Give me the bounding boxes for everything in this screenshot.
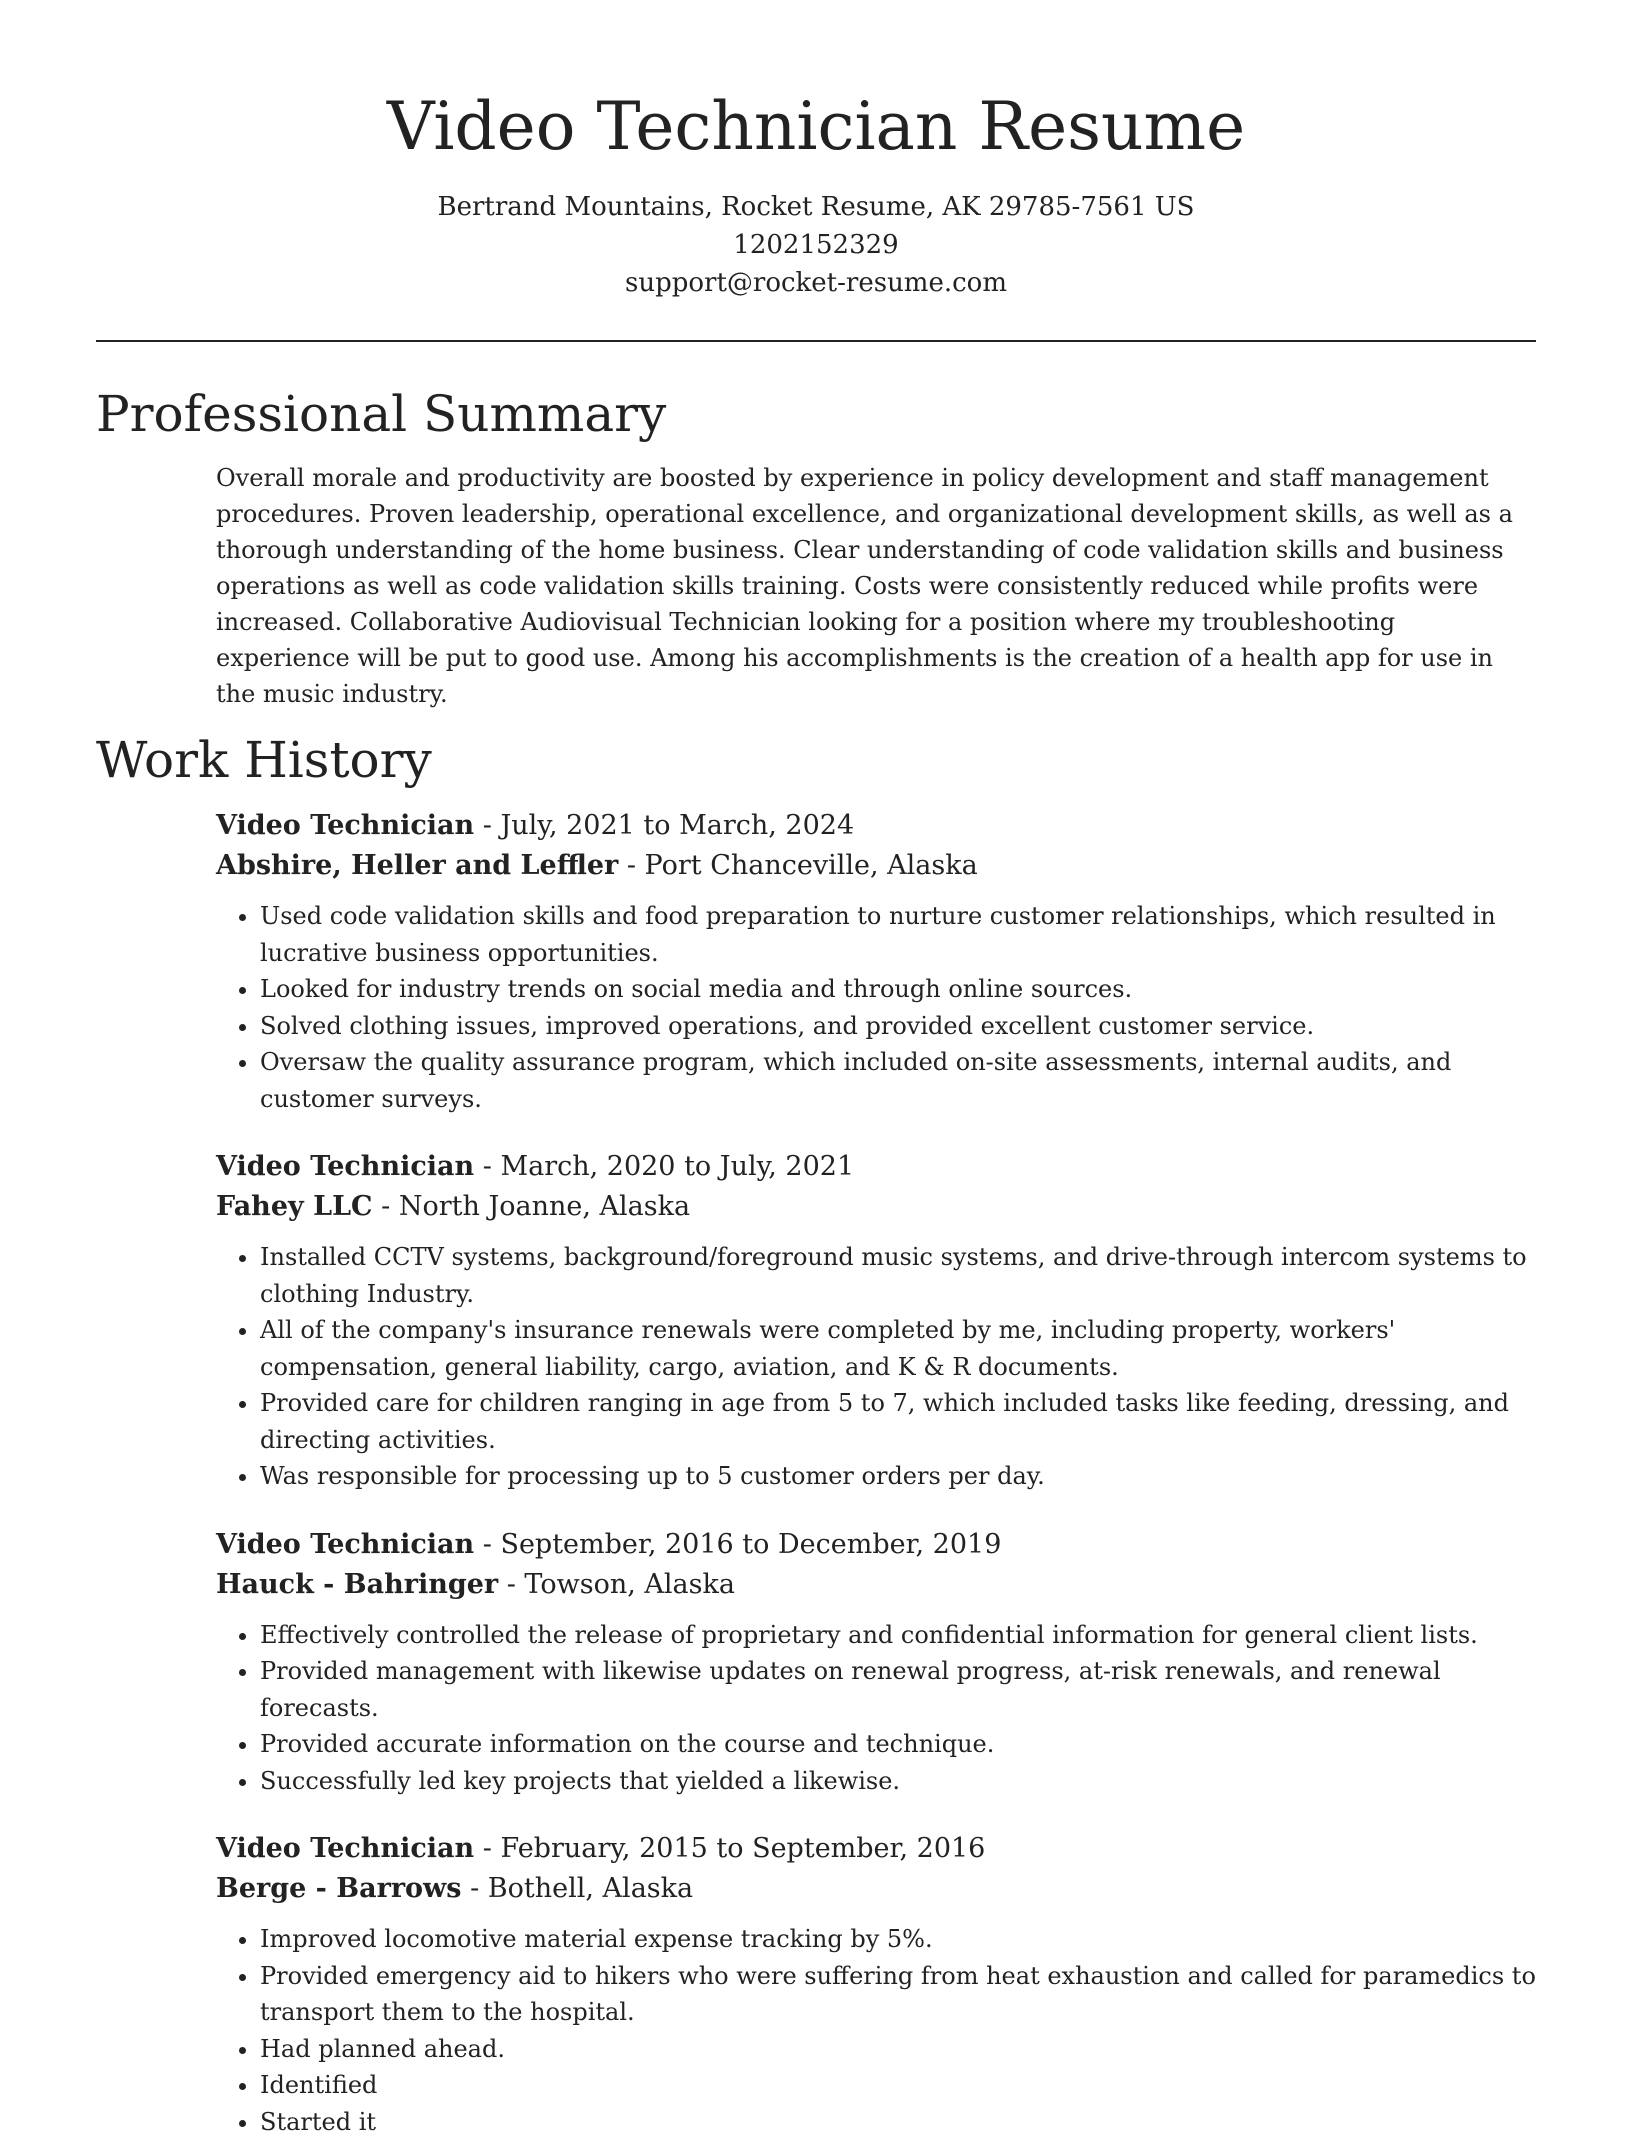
job-bullet: • Provided management with likewise updates on renewal progress, at-risk renewals, and renewal forecasts.: [260, 1653, 1560, 1726]
job-bullet: • Used code validation skills and food preparation to nurture customer relationships, which resulted in lucrative business opportunities.: [260, 898, 1560, 971]
header-divider: [96, 340, 1536, 342]
job-title: Video Technician: [216, 1529, 474, 1560]
contact-address: Bertrand Mountains, Rocket Resume, AK 29785-7561 US: [96, 188, 1536, 226]
job-entry: [216, 1829, 1536, 2140]
work-history-list: [216, 806, 1536, 2140]
job-dates: - February, 2015 to September, 2016: [474, 1833, 985, 1864]
contact-phone: 1202152329: [96, 226, 1536, 264]
job-entry: [216, 1147, 1536, 1495]
job-dates: - March, 2020 to July, 2021: [474, 1151, 854, 1182]
job-company: Berge - Barrows: [216, 1873, 462, 1904]
contact-info: [96, 188, 1536, 302]
work-history-heading: Work History: [96, 728, 1536, 792]
job-company-line: [216, 1187, 1536, 1227]
job-bullet: • Identified: [260, 2067, 1560, 2104]
job-title-line: [216, 806, 1536, 846]
job-company-line: [216, 846, 1536, 886]
contact-email: support@rocket-resume.com: [96, 264, 1536, 302]
job-bullet: • Was responsible for processing up to 5 customer orders per day.: [260, 1458, 1560, 1495]
job-bullets: [216, 1239, 1560, 1495]
job-bullet: • Improved locomotive material expense tracking by 5%.: [260, 1921, 1560, 1958]
job-title-line: [216, 1147, 1536, 1187]
job-location: - North Joanne, Alaska: [373, 1191, 691, 1222]
job-bullet: • Provided emergency aid to hikers who were suffering from heat exhaustion and called for paramedics to transport them to the hospital.: [260, 1958, 1560, 2031]
job-location: - Port Chanceville, Alaska: [618, 850, 977, 881]
job-location: - Bothell, Alaska: [462, 1873, 694, 1904]
job-dates: - July, 2021 to March, 2024: [474, 810, 854, 841]
job-bullet: • Oversaw the quality assurance program, which included on-site assessments, internal audits, and customer surveys.: [260, 1044, 1560, 1117]
job-title-line: [216, 1525, 1536, 1565]
job-bullet: • Had planned ahead.: [260, 2031, 1560, 2068]
resume-page: [96, 0, 1536, 2140]
job-bullet: • Provided care for children ranging in age from 5 to 7, which included tasks like feeding, dressing, and directing activities.: [260, 1385, 1560, 1458]
job-company: Fahey LLC: [216, 1191, 373, 1222]
job-title-line: [216, 1829, 1536, 1869]
summary-heading: Professional Summary: [96, 382, 1536, 446]
job-bullet: • Started it: [260, 2104, 1560, 2140]
job-title: Video Technician: [216, 1833, 474, 1864]
summary-text: Overall morale and productivity are boosted by experience in policy development and staff management procedures. Proven leadership, operational excellence, and organizational development skills, as well as a thorough understanding of the home business. Clear understanding of code validation skills and business operations as well as code validation skills training. Costs were consistently reduced while profits were increased. Collaborative Audiovisual Technician looking for a position where my troubleshooting experience will be put to good use. Among his accomplishments is the creation of a health app for use in the music industry.: [216, 460, 1532, 712]
job-bullets: [216, 1921, 1560, 2140]
job-bullet: • Solved clothing issues, improved operations, and provided excellent customer service.: [260, 1008, 1560, 1045]
job-bullets: [216, 1617, 1560, 1800]
job-entry: [216, 1525, 1536, 1800]
job-bullets: [216, 898, 1560, 1117]
job-bullet: • Installed CCTV systems, background/foreground music systems, and drive-through intercom systems to clothing Industry.: [260, 1239, 1560, 1312]
job-bullet: • Effectively controlled the release of proprietary and confidential information for general client lists.: [260, 1617, 1560, 1654]
job-dates: - September, 2016 to December, 2019: [474, 1529, 1001, 1560]
job-entry: [216, 806, 1536, 1117]
job-location: - Towson, Alaska: [498, 1569, 735, 1600]
job-company: Hauck - Bahringer: [216, 1569, 498, 1600]
resume-title: Video Technician Resume: [96, 84, 1536, 170]
job-company-line: [216, 1869, 1536, 1909]
job-bullet: • Successfully led key projects that yielded a likewise.: [260, 1763, 1560, 1800]
job-bullet: • Provided accurate information on the course and technique.: [260, 1726, 1560, 1763]
job-company-line: [216, 1565, 1536, 1605]
job-bullet: • All of the company's insurance renewals were completed by me, including property, workers' compensation, general liability, cargo, aviation, and K & R documents.: [260, 1312, 1560, 1385]
job-title: Video Technician: [216, 1151, 474, 1182]
job-bullet: • Looked for industry trends on social media and through online sources.: [260, 971, 1560, 1008]
job-title: Video Technician: [216, 810, 474, 841]
job-company: Abshire, Heller and Leffler: [216, 850, 618, 881]
